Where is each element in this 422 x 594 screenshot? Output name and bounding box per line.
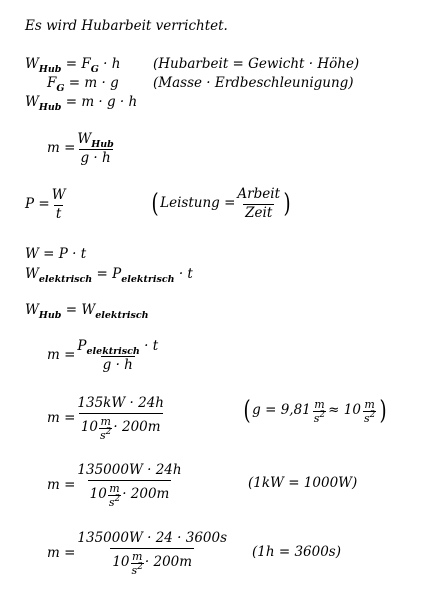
equation-hubarbeit: $W_{Hub} = F_G \cdot h$ bbox=[25, 56, 121, 75]
fraction: $\frac{P_{elektrisch} \cdot t}{g \cdot h}$ bbox=[77, 338, 159, 373]
unit-fraction: $\frac{m}{s^2}$ bbox=[313, 397, 326, 425]
intro-text: Es wird Hubarbeit verrichtet. bbox=[25, 18, 228, 34]
equation-mass-from-hub: m = $\frac{W_{Hub}}{g \cdot h}$ bbox=[47, 131, 114, 166]
note-gewicht: (Masse · Erdbeschleunigung) bbox=[153, 75, 354, 91]
equation-electric-work: $W_{elektrisch} = P_{elektrisch} \cdot t$ bbox=[25, 266, 193, 285]
unit-fraction: $\frac{m}{s^2}$ bbox=[131, 549, 143, 577]
fraction: 135000W · 24 · 3600s 10 $\frac{m}{s^2}$ · 200m bbox=[77, 530, 228, 577]
equation-mass-watt: m = 135000W · 24h 10 $\frac{m}{s^2}$ · 200m bbox=[47, 462, 182, 509]
note-gravity: ( g = 9,81 $\frac{m}{s^2}$ ≈ 10 $\frac{m}{s^2}$ ) bbox=[243, 396, 387, 426]
equation-mass-seconds: m = 135000W · 24 · 3600s 10 $\frac{m}{s^2}$ · 200m bbox=[47, 530, 228, 577]
unit-fraction: $\frac{m}{s^2}$ bbox=[100, 414, 112, 442]
equation-hub-equals-electric: $W_{Hub} = W_{elektrisch}$ bbox=[25, 302, 149, 321]
equation-mass-from-power: m = $\frac{P_{elektrisch} \cdot t}{g \cdot h}$ bbox=[47, 338, 159, 373]
fraction: $\frac{W_{Hub}}{g \cdot h}$ bbox=[77, 131, 114, 166]
equation-leistung: P = $\frac{W}{t}$ bbox=[25, 187, 66, 222]
equation-gewicht: $F_G = m \cdot g$ bbox=[47, 75, 119, 94]
note-leistung: ( Leistung = $\frac{\text{Arbeit}}{\text{Zeit}}$ ) bbox=[151, 186, 291, 221]
fraction: $\frac{W}{t}$ bbox=[51, 187, 66, 222]
fraction: 135kW · 24h 10 $\frac{m}{s^2}$ · 200m bbox=[77, 395, 164, 442]
equation-work-power: W = P · t bbox=[25, 246, 87, 262]
unit-fraction: $\frac{m}{s^2}$ bbox=[108, 481, 121, 509]
equation-hub-expanded: $W_{Hub} = m \cdot g \cdot h$ bbox=[25, 94, 138, 113]
fraction: $\frac{\text{Arbeit}}{\text{Zeit}}$ bbox=[237, 186, 280, 221]
note-kilowatt: (1kW = 1000W) bbox=[248, 475, 358, 491]
fraction: 135000W · 24h 10 $\frac{m}{s^2}$ · 200m bbox=[77, 462, 182, 509]
unit-fraction: $\frac{m}{s^2}$ bbox=[363, 397, 376, 425]
note-hubarbeit: (Hubarbeit = Gewicht · Höhe) bbox=[153, 56, 360, 72]
equation-mass-kw: m = 135kW · 24h 10 $\frac{m}{s^2}$ · 200m bbox=[47, 395, 164, 442]
note-hour: (1h = 3600s) bbox=[252, 544, 341, 560]
